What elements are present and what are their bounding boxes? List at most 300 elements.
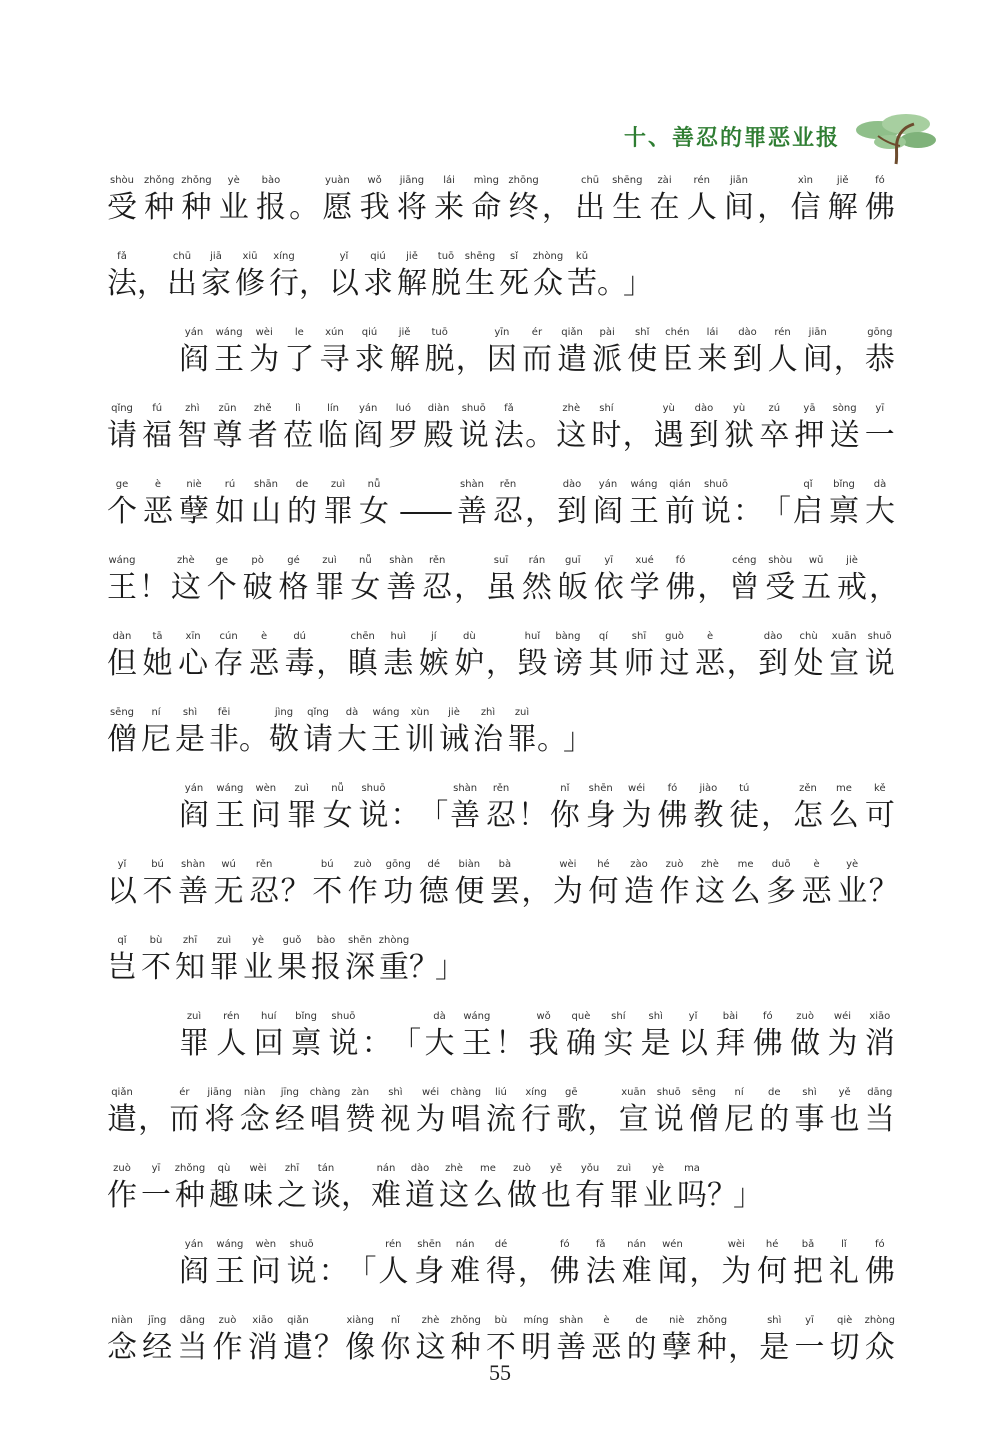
character bbox=[863, 1086, 897, 1140]
punctuation bbox=[527, 478, 553, 532]
punctuation bbox=[280, 858, 311, 912]
pinyin: shàn bbox=[459, 479, 484, 490]
text-line bbox=[105, 234, 897, 310]
pinyin: qiú bbox=[370, 251, 386, 262]
character bbox=[105, 402, 139, 456]
hanzi: 深 bbox=[345, 950, 375, 985]
pinyin: fó bbox=[762, 1011, 773, 1022]
hanzi: ， bbox=[299, 266, 329, 301]
pinyin: gōng bbox=[867, 327, 893, 338]
character bbox=[169, 554, 203, 608]
hanzi: 众 bbox=[864, 1330, 895, 1365]
hanzi: 在 bbox=[649, 190, 680, 225]
pinyin: yǒu bbox=[580, 1163, 600, 1174]
hanzi: 苦 bbox=[567, 266, 597, 301]
character bbox=[658, 858, 692, 912]
pinyin: chàng bbox=[309, 1087, 341, 1098]
character bbox=[217, 174, 251, 228]
pinyin: chēn bbox=[350, 631, 375, 642]
pinyin: kǔ bbox=[575, 251, 589, 262]
character bbox=[554, 402, 588, 456]
pinyin: yè bbox=[227, 175, 240, 186]
pinyin: tú bbox=[739, 783, 750, 794]
hanzi: 这 bbox=[170, 570, 201, 605]
hanzi: 。 bbox=[239, 722, 269, 757]
hanzi: 狱 bbox=[724, 418, 755, 453]
pinyin: shàn bbox=[453, 783, 478, 794]
character bbox=[437, 1162, 471, 1216]
hanzi: 派 bbox=[592, 342, 623, 377]
character bbox=[519, 1086, 553, 1140]
hanzi: 以 bbox=[107, 874, 137, 909]
hanzi: 戒 bbox=[837, 570, 868, 605]
hanzi: 善 bbox=[457, 494, 487, 529]
hanzi: 把 bbox=[793, 1254, 824, 1289]
pinyin: biàn bbox=[458, 859, 481, 870]
pinyin: zuò bbox=[218, 1315, 237, 1326]
pinyin: è bbox=[154, 479, 162, 490]
character bbox=[388, 326, 422, 380]
pinyin: shuō bbox=[867, 631, 892, 642]
hanzi: 前 bbox=[665, 494, 695, 529]
character bbox=[139, 1162, 173, 1216]
character bbox=[351, 402, 385, 456]
character bbox=[177, 326, 211, 380]
character bbox=[175, 402, 209, 456]
pinyin: yī bbox=[604, 555, 614, 566]
hanzi: 是 bbox=[640, 1026, 671, 1061]
punctuation bbox=[521, 858, 552, 912]
hanzi: 也 bbox=[829, 1102, 860, 1137]
hanzi: 难 bbox=[450, 1254, 481, 1289]
hanzi: 了 bbox=[284, 342, 315, 377]
pinyin: yě bbox=[549, 1163, 563, 1174]
character bbox=[105, 706, 139, 760]
hanzi: 请 bbox=[107, 418, 137, 453]
punctuation bbox=[343, 1162, 369, 1216]
hanzi: 到 bbox=[688, 418, 719, 453]
hanzi: 消 bbox=[864, 1026, 895, 1061]
hanzi: 为 bbox=[415, 1102, 446, 1137]
punctuation bbox=[361, 1010, 392, 1064]
pinyin: chàng bbox=[450, 1087, 482, 1098]
pinyin: fǎ bbox=[595, 1239, 606, 1250]
character bbox=[548, 782, 582, 836]
hanzi: 阎 bbox=[179, 798, 209, 833]
pinyin: shēng bbox=[464, 251, 496, 262]
pinyin: shí bbox=[611, 1011, 626, 1022]
punctuation bbox=[525, 402, 556, 456]
character bbox=[484, 554, 518, 608]
text-line bbox=[105, 538, 897, 614]
hanzi: 将 bbox=[396, 190, 427, 225]
character bbox=[555, 326, 589, 380]
character bbox=[766, 326, 800, 380]
character bbox=[386, 402, 420, 456]
pinyin: è bbox=[603, 1315, 610, 1326]
hanzi: ！ bbox=[495, 1026, 526, 1061]
hanzi: ， bbox=[728, 1330, 759, 1365]
text-line bbox=[105, 918, 897, 994]
hanzi: 问 bbox=[250, 798, 281, 833]
pinyin: wèi bbox=[255, 327, 273, 338]
pinyin: yù bbox=[662, 403, 675, 414]
pinyin: zuì bbox=[616, 1163, 632, 1174]
pinyin: zhè bbox=[701, 859, 719, 870]
punctuation bbox=[138, 1086, 169, 1140]
hanzi: 禀 bbox=[829, 494, 859, 529]
hanzi: 业 bbox=[643, 1178, 673, 1213]
hanzi: 作 bbox=[107, 1178, 137, 1213]
character bbox=[497, 250, 531, 304]
pinyin: xùn bbox=[410, 707, 430, 718]
hanzi: 谤 bbox=[552, 646, 583, 681]
hanzi: 者 bbox=[247, 418, 278, 453]
pinyin: shī bbox=[631, 631, 647, 642]
pinyin: shì bbox=[182, 707, 198, 718]
hanzi: 到 bbox=[732, 342, 763, 377]
hanzi: ？ bbox=[280, 874, 311, 909]
character bbox=[273, 1086, 307, 1140]
character bbox=[764, 858, 798, 912]
pinyin: shuō bbox=[289, 1239, 314, 1250]
hanzi: 遣 bbox=[557, 342, 588, 377]
hanzi: ： bbox=[390, 798, 421, 833]
character bbox=[695, 326, 729, 380]
pinyin: shuō bbox=[361, 783, 386, 794]
pinyin: jiāng bbox=[399, 175, 425, 186]
pinyin: guī bbox=[565, 555, 581, 566]
pinyin: rán bbox=[528, 555, 546, 566]
hanzi: 种 bbox=[144, 190, 175, 225]
hanzi: 谈 bbox=[311, 1178, 341, 1213]
character bbox=[460, 1010, 494, 1064]
hanzi: ， bbox=[757, 190, 788, 225]
hanzi: 流 bbox=[485, 1102, 516, 1137]
pinyin: shòu bbox=[109, 175, 134, 186]
hanzi: 作 bbox=[212, 1330, 243, 1365]
character bbox=[352, 326, 386, 380]
hanzi: 为 bbox=[827, 1026, 858, 1061]
character bbox=[663, 478, 697, 532]
hanzi: 善 bbox=[556, 1330, 587, 1365]
hanzi: ， bbox=[341, 1178, 371, 1213]
punctuation bbox=[735, 478, 761, 532]
hanzi: 遇 bbox=[653, 418, 684, 453]
punctuation bbox=[138, 554, 169, 608]
pinyin: gé bbox=[287, 555, 300, 566]
character bbox=[105, 858, 139, 912]
pinyin: zhòng bbox=[378, 935, 410, 946]
pinyin: mìng bbox=[473, 175, 499, 186]
character bbox=[140, 402, 174, 456]
hanzi: 这 bbox=[415, 1330, 446, 1365]
hanzi: 王 bbox=[214, 1254, 245, 1289]
pinyin: yǐ bbox=[117, 859, 127, 870]
pinyin: zhòng bbox=[532, 251, 564, 262]
pinyin: bàng bbox=[555, 631, 581, 642]
character bbox=[285, 478, 319, 532]
hanzi: 德 bbox=[418, 874, 449, 909]
character bbox=[548, 1238, 582, 1292]
character bbox=[437, 706, 471, 760]
pinyin: shuō bbox=[703, 479, 728, 490]
hanzi: 种 bbox=[175, 1178, 205, 1213]
hanzi: 「 bbox=[761, 494, 791, 529]
character bbox=[471, 1162, 505, 1216]
hanzi: 阎 bbox=[593, 494, 623, 529]
hanzi: 难 bbox=[621, 1254, 652, 1289]
pinyin: niè bbox=[669, 1315, 685, 1326]
hanzi: 为 bbox=[721, 1254, 752, 1289]
pinyin: chū bbox=[580, 175, 600, 186]
hanzi: 女 bbox=[322, 798, 353, 833]
hanzi: 存 bbox=[213, 646, 244, 681]
pinyin: bú bbox=[320, 859, 334, 870]
character bbox=[369, 1162, 403, 1216]
character bbox=[484, 1238, 518, 1292]
character bbox=[179, 174, 213, 228]
character bbox=[173, 706, 207, 760]
character bbox=[622, 858, 656, 912]
hanzi: 忍 bbox=[493, 494, 523, 529]
character bbox=[826, 174, 860, 228]
character bbox=[317, 326, 351, 380]
character bbox=[751, 1010, 785, 1064]
hanzi: 王 bbox=[629, 494, 659, 529]
pinyin: xíng bbox=[273, 251, 295, 262]
hanzi: ， bbox=[689, 1254, 720, 1289]
pinyin: fó bbox=[667, 783, 678, 794]
hanzi: 师 bbox=[623, 646, 654, 681]
hanzi: 罪 bbox=[286, 798, 317, 833]
hanzi: 善 bbox=[178, 874, 209, 909]
pinyin: céng bbox=[732, 555, 757, 566]
pinyin: chù bbox=[799, 631, 818, 642]
pinyin: xún bbox=[325, 327, 344, 338]
hanzi: 家 bbox=[201, 266, 231, 301]
hanzi: 唱 bbox=[310, 1102, 341, 1137]
pinyin: rén bbox=[774, 327, 791, 338]
pinyin: zěn bbox=[799, 783, 817, 794]
punctuation bbox=[391, 1010, 422, 1064]
hanzi: 临 bbox=[318, 418, 349, 453]
hanzi: 间 bbox=[802, 342, 833, 377]
pinyin: shuō bbox=[461, 403, 486, 414]
pinyin: míng bbox=[523, 1315, 549, 1326]
text-line bbox=[105, 842, 897, 918]
hanzi: 事 bbox=[794, 1102, 825, 1137]
pinyin: shǐ bbox=[635, 327, 650, 338]
pinyin: kě bbox=[874, 783, 886, 794]
character bbox=[527, 1010, 561, 1064]
pinyin: jiān bbox=[729, 175, 748, 186]
character bbox=[515, 630, 549, 684]
character bbox=[828, 402, 862, 456]
hanzi: 。 bbox=[289, 190, 320, 225]
character bbox=[507, 174, 541, 228]
hanzi: 僧 bbox=[107, 722, 137, 757]
pinyin: sēng bbox=[691, 1087, 716, 1098]
hanzi: ， bbox=[454, 570, 485, 605]
character bbox=[177, 1010, 211, 1064]
hanzi: ！ bbox=[138, 570, 169, 605]
hanzi: 经 bbox=[274, 1102, 305, 1137]
hanzi: 么 bbox=[473, 1178, 503, 1213]
punctuation bbox=[833, 326, 864, 380]
hanzi: 破 bbox=[242, 570, 273, 605]
character bbox=[757, 1086, 791, 1140]
pinyin: fǎ bbox=[117, 251, 127, 262]
character bbox=[722, 1086, 756, 1140]
character bbox=[348, 554, 382, 608]
character bbox=[105, 478, 139, 532]
pinyin: wáng bbox=[215, 327, 243, 338]
hanzi: 「 bbox=[418, 798, 449, 833]
character bbox=[492, 402, 526, 456]
pinyin: xiāo bbox=[869, 1011, 891, 1022]
hanzi: 说 bbox=[358, 798, 389, 833]
character bbox=[205, 554, 239, 608]
text-line bbox=[105, 1222, 897, 1298]
character bbox=[207, 706, 241, 760]
hanzi: 何 bbox=[588, 874, 619, 909]
character bbox=[241, 554, 275, 608]
character bbox=[756, 630, 790, 684]
hanzi: 不 bbox=[312, 874, 343, 909]
pinyin: shàn bbox=[559, 1315, 584, 1326]
character bbox=[655, 1238, 689, 1292]
hanzi: 「 bbox=[391, 1026, 422, 1061]
character bbox=[827, 478, 861, 532]
pinyin: sòng bbox=[832, 403, 857, 414]
hanzi: 多 bbox=[766, 874, 797, 909]
hanzi: 孽 bbox=[661, 1330, 692, 1365]
pinyin: zào bbox=[630, 859, 648, 870]
hanzi: 信 bbox=[790, 190, 821, 225]
hanzi: 拜 bbox=[715, 1026, 746, 1061]
character bbox=[505, 1162, 539, 1216]
hanzi: 切 bbox=[829, 1330, 860, 1365]
pinyin: qiú bbox=[361, 327, 378, 338]
pinyin: jīng bbox=[280, 1087, 299, 1098]
pinyin: bào bbox=[261, 175, 281, 186]
punctuation bbox=[437, 934, 463, 988]
hanzi: 身 bbox=[414, 1254, 445, 1289]
character bbox=[403, 706, 437, 760]
character bbox=[249, 478, 283, 532]
character bbox=[827, 630, 861, 684]
hanzi: 行 bbox=[521, 1102, 552, 1137]
hanzi: 问 bbox=[250, 1254, 281, 1289]
pinyin: jiān bbox=[808, 327, 827, 338]
character bbox=[241, 934, 275, 988]
hanzi: ： bbox=[361, 1026, 392, 1061]
hanzi: 解 bbox=[827, 190, 858, 225]
pinyin: lǐ bbox=[841, 1239, 847, 1250]
pinyin: nǚ bbox=[331, 783, 344, 794]
pinyin: chū bbox=[172, 251, 192, 262]
hanzi: 为 bbox=[249, 342, 280, 377]
hanzi: 生 bbox=[465, 266, 495, 301]
pinyin: shēn bbox=[417, 1239, 442, 1250]
hanzi: 说 bbox=[328, 1026, 359, 1061]
hanzi: 寻 bbox=[319, 342, 350, 377]
pinyin: dà bbox=[345, 707, 359, 718]
chapter-header bbox=[624, 106, 940, 166]
character bbox=[554, 1086, 588, 1140]
punctuation bbox=[697, 554, 728, 608]
character bbox=[693, 858, 727, 912]
character bbox=[432, 174, 466, 228]
pinyin: è bbox=[261, 631, 268, 642]
hanzi: 佛 bbox=[657, 798, 688, 833]
character bbox=[863, 1238, 897, 1292]
character bbox=[281, 402, 315, 456]
pinyin: lái bbox=[706, 327, 719, 338]
hanzi: 大 bbox=[865, 494, 895, 529]
pinyin: zuì bbox=[216, 935, 232, 946]
pinyin: xīn bbox=[185, 631, 201, 642]
character bbox=[551, 630, 585, 684]
character bbox=[729, 858, 763, 912]
hanzi: 功 bbox=[383, 874, 414, 909]
character bbox=[381, 630, 415, 684]
character bbox=[346, 630, 380, 684]
pinyin: sǐ bbox=[510, 251, 518, 262]
hanzi: 当 bbox=[177, 1330, 208, 1365]
pinyin: zhòng bbox=[864, 1315, 895, 1326]
hanzi: 」 bbox=[563, 722, 593, 757]
character bbox=[463, 250, 497, 304]
pinyin: nán bbox=[376, 1163, 396, 1174]
pinyin: guò bbox=[665, 631, 684, 642]
pinyin: dāng bbox=[179, 1315, 205, 1326]
pinyin: shuō bbox=[656, 1087, 681, 1098]
character bbox=[799, 554, 833, 608]
hanzi: 王 bbox=[371, 722, 401, 757]
pinyin: nǐ bbox=[390, 1315, 400, 1326]
character bbox=[675, 1162, 709, 1216]
pinyin: shēn bbox=[347, 935, 373, 946]
hanzi: ， bbox=[541, 190, 572, 225]
hanzi: 将 bbox=[204, 1102, 235, 1137]
hanzi: ！ bbox=[517, 798, 548, 833]
character bbox=[452, 630, 486, 684]
pinyin: wéi bbox=[833, 1011, 852, 1022]
hanzi: 便 bbox=[454, 874, 485, 909]
hanzi: 身 bbox=[585, 798, 616, 833]
hanzi: 佛 bbox=[665, 570, 696, 605]
text-line bbox=[105, 614, 897, 690]
character bbox=[625, 326, 659, 380]
character bbox=[531, 250, 565, 304]
character bbox=[105, 934, 139, 988]
hanzi: 报 bbox=[255, 190, 286, 225]
character bbox=[139, 706, 173, 760]
hanzi: 间 bbox=[723, 190, 754, 225]
text-line bbox=[105, 1146, 897, 1222]
character bbox=[827, 782, 861, 836]
character bbox=[420, 554, 454, 608]
pinyin: yě bbox=[838, 1087, 851, 1098]
hanzi: 僧 bbox=[688, 1102, 719, 1137]
pinyin: shì bbox=[388, 1087, 403, 1098]
character bbox=[213, 478, 247, 532]
hanzi: 遣 bbox=[107, 1102, 137, 1137]
hanzi: 这 bbox=[439, 1178, 469, 1213]
punctuation bbox=[517, 1238, 548, 1292]
